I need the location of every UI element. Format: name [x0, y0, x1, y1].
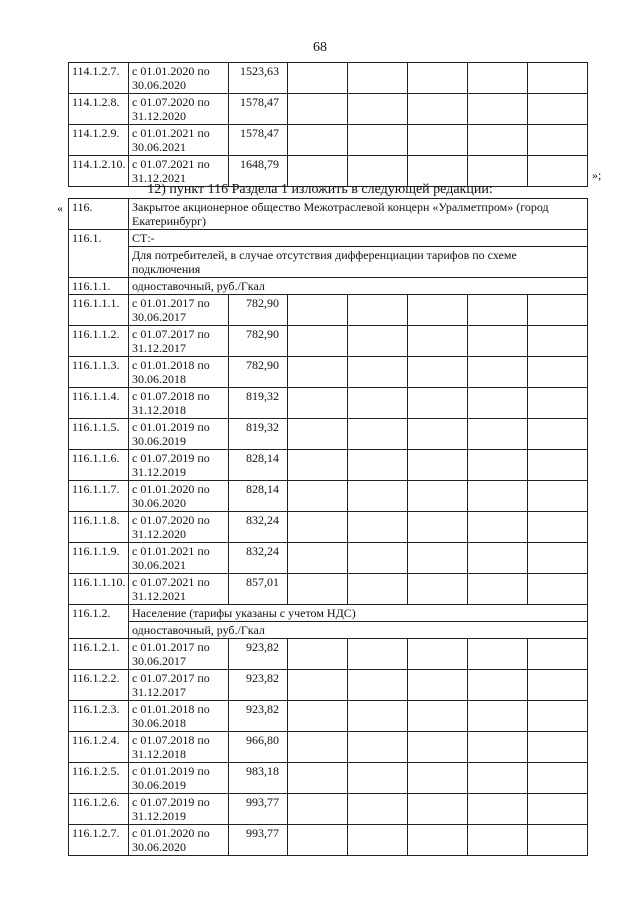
- empty-cell: [288, 94, 348, 125]
- row-number: 116.1.1.10.: [69, 574, 129, 605]
- empty-cell: [348, 63, 408, 94]
- empty-cell: [468, 388, 528, 419]
- empty-cell: [408, 701, 468, 732]
- table-row: [69, 639, 588, 670]
- row-number: 116.1.2.4.: [69, 732, 129, 763]
- table-row: [69, 450, 588, 481]
- empty-cell: [288, 481, 348, 512]
- empty-cell: [468, 701, 528, 732]
- row-period: с 01.01.2020 по 30.06.2020: [129, 481, 229, 512]
- empty-cell: [468, 63, 528, 94]
- empty-cell: [468, 763, 528, 794]
- empty-cell: [348, 419, 408, 450]
- ct-label: СТ:-: [129, 230, 588, 247]
- empty-cell: [528, 326, 588, 357]
- empty-cell: [288, 574, 348, 605]
- empty-cell: [348, 701, 408, 732]
- row-number: 116.1.1.6.: [69, 450, 129, 481]
- tariff-table-116: [68, 198, 588, 856]
- empty-cell: [348, 574, 408, 605]
- row-value: 819,32: [229, 388, 288, 419]
- empty-cell: [288, 794, 348, 825]
- row-period: с 01.07.2017 по 31.12.2017: [129, 326, 229, 357]
- row-value: 1578,47: [229, 94, 288, 125]
- empty-cell: [288, 357, 348, 388]
- row-value: 923,82: [229, 639, 288, 670]
- row-value: 782,90: [229, 326, 288, 357]
- empty-cell: [408, 125, 468, 156]
- row-number: 116.1.1.9.: [69, 543, 129, 574]
- empty-cell: [528, 670, 588, 701]
- empty-cell: [288, 63, 348, 94]
- empty-cell: [528, 94, 588, 125]
- row-period: с 01.01.2018 по 30.06.2018: [129, 357, 229, 388]
- empty-cell: [408, 639, 468, 670]
- single-part-row-2: [69, 622, 588, 639]
- empty-cell: [468, 94, 528, 125]
- empty-cell: [288, 732, 348, 763]
- empty-cell: [528, 63, 588, 94]
- empty-cell: [468, 512, 528, 543]
- population-label: Население (тарифы указаны с учетом НДС): [129, 605, 588, 622]
- empty-cell: [528, 419, 588, 450]
- table-row: [69, 63, 588, 94]
- empty-cell: [528, 357, 588, 388]
- row-period: с 01.01.2020 по 30.06.2020: [129, 825, 229, 856]
- empty-cell: [348, 357, 408, 388]
- empty-cell: [408, 670, 468, 701]
- org-row: [69, 199, 588, 230]
- table-row: [69, 732, 588, 763]
- row-period: с 01.07.2021 по 31.12.2021: [129, 156, 229, 187]
- empty-cell: [468, 450, 528, 481]
- row-period: с 01.07.2020 по 31.12.2020: [129, 512, 229, 543]
- empty-cell: [468, 481, 528, 512]
- org-name: Закрытое акционерное общество Межотраслевой концерн «Уралметпром» (город Екатеринбург): [129, 199, 588, 230]
- empty-cell: [408, 512, 468, 543]
- empty-cell: [408, 794, 468, 825]
- row-number: 116.1.1.7.: [69, 481, 129, 512]
- empty-cell: [348, 450, 408, 481]
- row-value: 983,18: [229, 763, 288, 794]
- row-value: 966,80: [229, 732, 288, 763]
- row-number: 116.1.2.3.: [69, 701, 129, 732]
- empty-cell: [348, 543, 408, 574]
- empty-cell: [408, 326, 468, 357]
- row-number: 116.1.2.5.: [69, 763, 129, 794]
- empty-cell: [408, 63, 468, 94]
- empty-cell: [288, 543, 348, 574]
- empty-cell: [468, 326, 528, 357]
- empty-cell: [528, 295, 588, 326]
- row-value: 832,24: [229, 512, 288, 543]
- empty-cell: [408, 763, 468, 794]
- empty-cell: [408, 450, 468, 481]
- empty-cell: [288, 763, 348, 794]
- empty-cell: [468, 732, 528, 763]
- empty-cell: [468, 357, 528, 388]
- consumers-row: [69, 247, 588, 278]
- row-period: с 01.01.2021 по 30.06.2021: [129, 125, 229, 156]
- empty-cell: [288, 450, 348, 481]
- empty-cell: [288, 295, 348, 326]
- table-row: [69, 388, 588, 419]
- single-part-label-2: одноставочный, руб./Гкал: [129, 622, 588, 639]
- empty-cell: [348, 388, 408, 419]
- empty-cell: [348, 794, 408, 825]
- empty-cell: [528, 481, 588, 512]
- row-number: 114.1.2.9.: [69, 125, 129, 156]
- consumers-label: Для потребителей, в случае отсутствия дифференциации тарифов по схеме подключения: [129, 247, 588, 278]
- row-period: с 01.01.2021 по 30.06.2021: [129, 543, 229, 574]
- empty-cell: [288, 512, 348, 543]
- empty-cell: [408, 825, 468, 856]
- empty-cell: [348, 481, 408, 512]
- empty-cell: [408, 357, 468, 388]
- row-period: с 01.01.2020 по 30.06.2020: [129, 63, 229, 94]
- empty-cell: [468, 794, 528, 825]
- org-number: 116.: [69, 199, 129, 230]
- empty-cell: [528, 512, 588, 543]
- row-value: 993,77: [229, 825, 288, 856]
- single-part-label: одноставочный, руб./Гкал: [129, 278, 588, 295]
- row-value: 857,01: [229, 574, 288, 605]
- empty-cell: [288, 670, 348, 701]
- table-row: [69, 574, 588, 605]
- ct-row: [69, 230, 588, 247]
- row-value: 782,90: [229, 357, 288, 388]
- empty-cell: [468, 825, 528, 856]
- row-value: 923,82: [229, 670, 288, 701]
- tariff-table-continuation: [68, 62, 588, 187]
- empty-cell: [468, 295, 528, 326]
- empty-cell: [408, 574, 468, 605]
- empty-cell: [528, 732, 588, 763]
- empty-cell: [528, 574, 588, 605]
- table-row: [69, 543, 588, 574]
- row-value: 1523,63: [229, 63, 288, 94]
- empty-cell: [288, 125, 348, 156]
- empty-cell: [288, 825, 348, 856]
- row-number: 116.1.2.2.: [69, 670, 129, 701]
- table-row: [69, 326, 588, 357]
- opening-quote: «: [57, 201, 63, 215]
- empty-cell: [288, 326, 348, 357]
- empty-cell: [408, 295, 468, 326]
- row-value: 1648,79: [229, 156, 288, 187]
- row-period: с 01.01.2018 по 30.06.2018: [129, 701, 229, 732]
- empty-cell: [408, 481, 468, 512]
- row-period: с 01.07.2019 по 31.12.2019: [129, 794, 229, 825]
- row-number: 114.1.2.10.: [69, 156, 129, 187]
- table-row: [69, 763, 588, 794]
- row-number: 116.1.1.3.: [69, 357, 129, 388]
- row-value: 993,77: [229, 794, 288, 825]
- single-part-row: [69, 278, 588, 295]
- empty-cell: [468, 670, 528, 701]
- row-number: 116.1.2.7.: [69, 825, 129, 856]
- row-value: 819,32: [229, 419, 288, 450]
- row-number: 114.1.2.8.: [69, 94, 129, 125]
- empty-cell: [528, 543, 588, 574]
- empty-cell: [408, 419, 468, 450]
- empty-cell: [408, 543, 468, 574]
- row-number: 114.1.2.7.: [69, 63, 129, 94]
- table-row: [69, 670, 588, 701]
- table-row: [69, 125, 588, 156]
- table-row: [69, 701, 588, 732]
- empty-cell: [288, 701, 348, 732]
- empty-cell: [348, 732, 408, 763]
- empty-cell: [408, 94, 468, 125]
- table-row: [69, 825, 588, 856]
- empty-cell: [468, 639, 528, 670]
- page-number: 68: [313, 40, 327, 55]
- row-period: с 01.07.2017 по 31.12.2017: [129, 670, 229, 701]
- row-number: 116.1.2.6.: [69, 794, 129, 825]
- row-period: с 01.01.2017 по 30.06.2017: [129, 639, 229, 670]
- empty-cell: [288, 388, 348, 419]
- section-heading: 12) пункт 116 Раздела 1 изложить в следующей редакции:: [147, 182, 493, 197]
- empty-cell: [468, 419, 528, 450]
- row-period: с 01.01.2017 по 30.06.2017: [129, 295, 229, 326]
- row-number: 116.1.1.5.: [69, 419, 129, 450]
- table-row: [69, 512, 588, 543]
- row-period: с 01.07.2020 по 31.12.2020: [129, 94, 229, 125]
- empty-cell: [408, 388, 468, 419]
- empty-cell: [528, 701, 588, 732]
- empty-cell: [288, 419, 348, 450]
- row-number: 116.1.1.1.: [69, 295, 129, 326]
- empty-cell: [528, 825, 588, 856]
- ct-number: 116.1.: [69, 230, 129, 278]
- empty-cell: [468, 125, 528, 156]
- table-row: [69, 357, 588, 388]
- empty-cell: [348, 670, 408, 701]
- table-row: [69, 481, 588, 512]
- row-period: с 01.07.2018 по 31.12.2018: [129, 388, 229, 419]
- row-value: 828,14: [229, 450, 288, 481]
- table-row: [69, 419, 588, 450]
- row-number: 116.1.1.4.: [69, 388, 129, 419]
- row-period: с 01.07.2018 по 31.12.2018: [129, 732, 229, 763]
- empty-cell: [348, 295, 408, 326]
- row-value: 1578,47: [229, 125, 288, 156]
- table-row: [69, 295, 588, 326]
- empty-cell: [408, 732, 468, 763]
- row-period: с 01.01.2019 по 30.06.2019: [129, 419, 229, 450]
- table-row: [69, 794, 588, 825]
- empty-cell: [348, 125, 408, 156]
- empty-cell: [348, 825, 408, 856]
- single-part-number: 116.1.1.: [69, 278, 129, 295]
- population-number: 116.1.2.: [69, 605, 129, 639]
- row-number: 116.1.2.1.: [69, 639, 129, 670]
- empty-cell: [348, 326, 408, 357]
- empty-cell: [348, 94, 408, 125]
- empty-cell: [468, 574, 528, 605]
- table-row: [69, 94, 588, 125]
- row-value: 782,90: [229, 295, 288, 326]
- empty-cell: [528, 763, 588, 794]
- empty-cell: [528, 125, 588, 156]
- empty-cell: [348, 512, 408, 543]
- empty-cell: [348, 639, 408, 670]
- population-row: [69, 605, 588, 622]
- empty-cell: [528, 450, 588, 481]
- empty-cell: [528, 794, 588, 825]
- closing-quote: »;: [592, 168, 602, 182]
- row-value: 828,14: [229, 481, 288, 512]
- empty-cell: [528, 388, 588, 419]
- empty-cell: [468, 543, 528, 574]
- row-value: 832,24: [229, 543, 288, 574]
- row-number: 116.1.1.2.: [69, 326, 129, 357]
- empty-cell: [288, 639, 348, 670]
- row-period: с 01.07.2019 по 31.12.2019: [129, 450, 229, 481]
- empty-cell: [528, 639, 588, 670]
- row-period: с 01.07.2021 по 31.12.2021: [129, 574, 229, 605]
- empty-cell: [348, 763, 408, 794]
- row-number: 116.1.1.8.: [69, 512, 129, 543]
- row-value: 923,82: [229, 701, 288, 732]
- row-period: с 01.01.2019 по 30.06.2019: [129, 763, 229, 794]
